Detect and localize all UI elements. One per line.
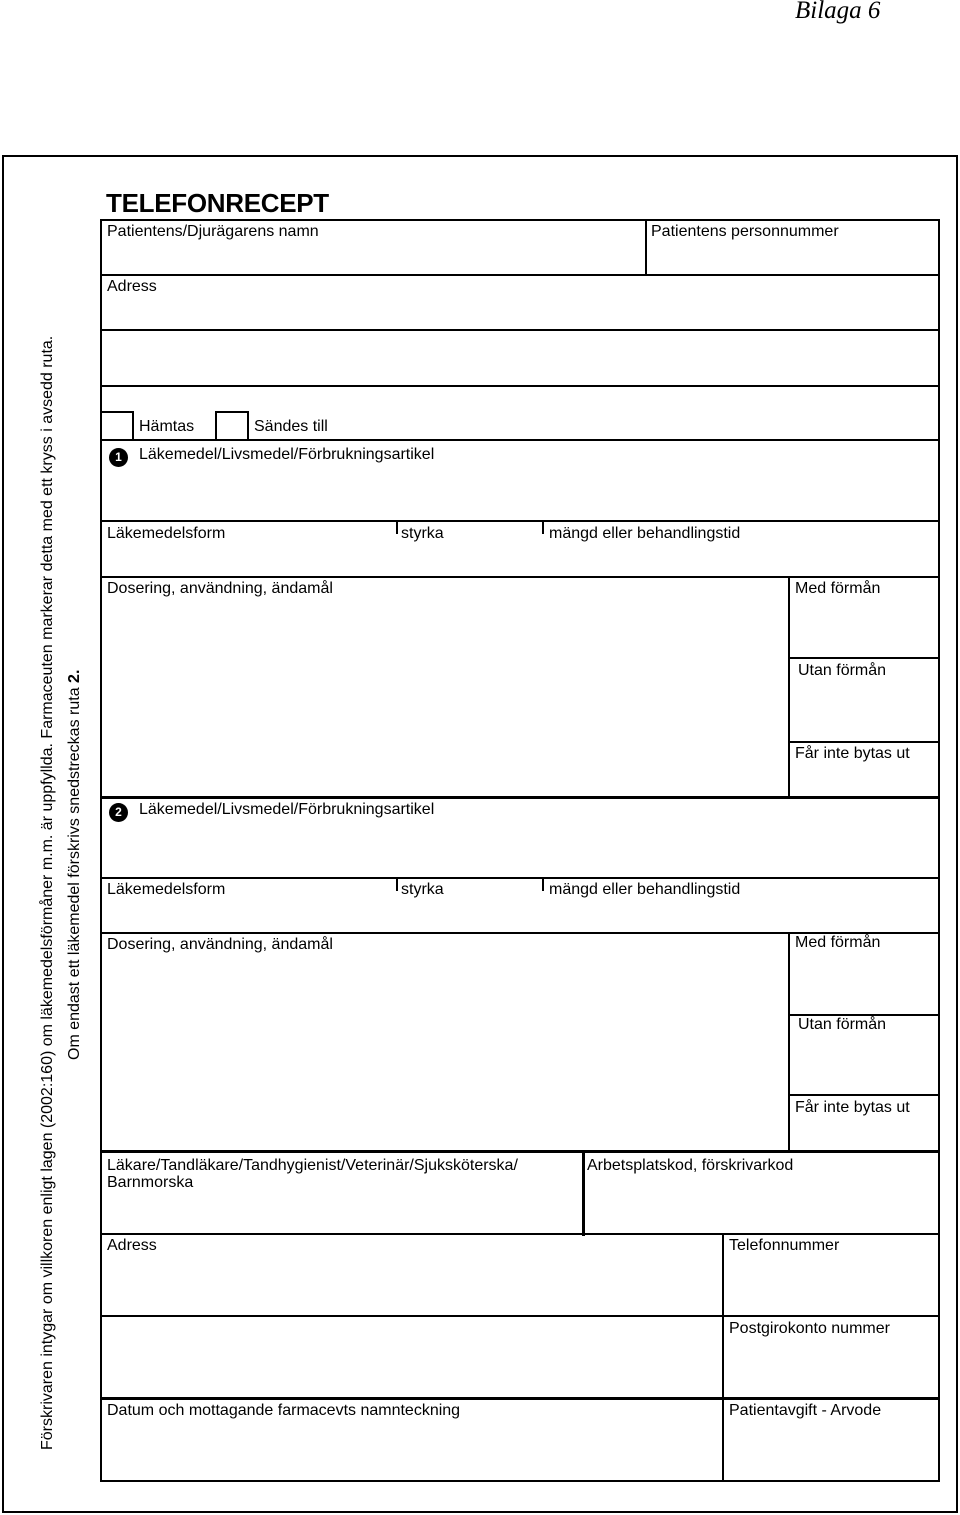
date-signature-label: Datum och mottagande farmacevts namnteckning (107, 1402, 461, 1419)
send-label: Sändes till (254, 418, 328, 435)
row-divider (101, 1315, 938, 1317)
item-number-badge: 2 (109, 803, 128, 822)
prescriber-address-label: Adress (107, 1237, 157, 1254)
item-without-benefit-label: Utan förmån (798, 662, 887, 679)
item-with-benefit-label: Med förmån (795, 934, 881, 951)
row-divider (101, 1233, 938, 1235)
item-strength-label: styrka (401, 881, 444, 898)
tick-divider (542, 878, 544, 891)
item-article-label: Läkemedel/Livsmedel/Förbrukningsartikel (139, 446, 435, 463)
row-divider (101, 877, 938, 879)
send-checkbox (215, 411, 249, 441)
item-with-benefit-label: Med förmån (795, 580, 881, 597)
tick-divider (396, 878, 398, 891)
item-form-label: Läkemedelsform (107, 525, 226, 542)
tick-divider (396, 521, 398, 534)
benefit-divider (789, 1094, 938, 1096)
row-divider (101, 274, 938, 276)
side-note-line1: Förskrivaren intygar om villkoren enligt lagen (2002:160) om läkemedelsförmåner m.m. är uppfyllda. Farmaceuten markerar detta med ett kryss i avsedd ruta. (39, 335, 56, 1450)
form-grid (100, 219, 940, 1482)
benefit-divider (789, 657, 938, 659)
workplace-code-label: Arbetsplatskod, förskrivarkod (587, 1157, 794, 1174)
item-dosage-label: Dosering, användning, ändamål (107, 580, 333, 597)
pickup-label: Hämtas (139, 418, 195, 435)
item-form-label: Läkemedelsform (107, 881, 226, 898)
section-divider (101, 1397, 938, 1400)
tick-divider (542, 521, 544, 534)
item-no-substitution-label: Får inte bytas ut (795, 1099, 910, 1116)
item-number-badge: 1 (109, 448, 128, 467)
section-divider (101, 796, 938, 799)
benefit-divider (789, 741, 938, 743)
row-divider (101, 385, 938, 387)
patient-address-label: Adress (107, 278, 157, 295)
fee-label: Patientavgift - Arvode (729, 1402, 882, 1419)
item-amount-label: mängd eller behandlingstid (549, 881, 741, 898)
side-note-line2-text: Om endast ett läkemedel förskrivs snedstreckas ruta (66, 682, 83, 1060)
prescriber-label-line2: Barnmorska (107, 1174, 194, 1191)
item-article-label: Läkemedel/Livsmedel/Förbrukningsartikel (139, 801, 435, 818)
row-divider (101, 576, 938, 578)
patient-name-label: Patientens/Djurägarens namn (107, 223, 319, 240)
item-no-substitution-label: Får inte bytas ut (795, 745, 910, 762)
side-note-line2-bold: 2. (66, 669, 83, 683)
item-without-benefit-label: Utan förmån (798, 1016, 887, 1033)
attachment-label: Bilaga 6 (795, 0, 881, 24)
item-strength-label: styrka (401, 525, 444, 542)
column-divider (645, 220, 647, 275)
row-divider (101, 329, 938, 331)
column-divider (582, 1152, 585, 1236)
side-note-line2 (65, 630, 85, 1060)
section-divider (101, 1150, 938, 1153)
column-divider (788, 933, 790, 1151)
giro-label: Postgirokonto nummer (729, 1320, 890, 1337)
pickup-checkbox (100, 411, 134, 441)
item-amount-label: mängd eller behandlingstid (549, 525, 741, 542)
prescriber-label-line1: Läkare/Tandläkare/Tandhygienist/Veterinär/Sjuksköterska/ (107, 1157, 518, 1174)
phone-label: Telefonnummer (729, 1237, 840, 1254)
row-divider (101, 520, 938, 522)
form-title: TELEFONRECEPT (106, 188, 329, 218)
item-dosage-label: Dosering, användning, ändamål (107, 936, 333, 953)
column-divider (788, 577, 790, 797)
patient-pnr-label: Patientens personnummer (651, 223, 839, 240)
column-divider (722, 1234, 724, 1480)
